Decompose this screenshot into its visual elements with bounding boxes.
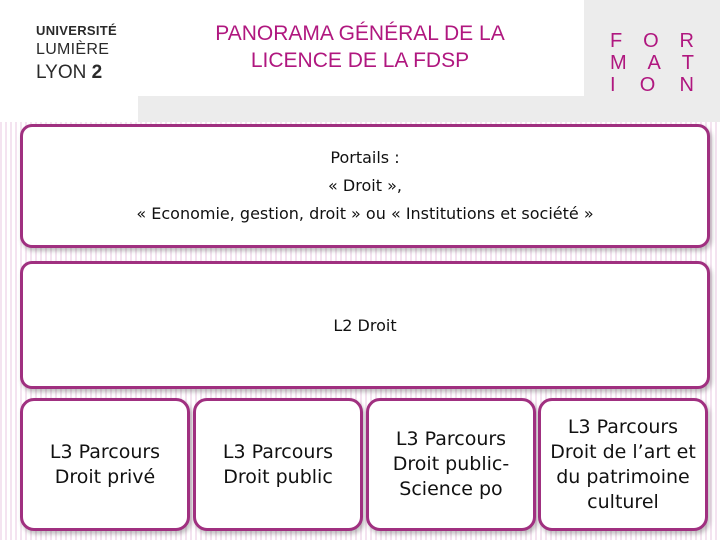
formation-logo-row-2 [610, 52, 694, 74]
logo-lyon-number: 2 [91, 62, 103, 83]
page-title [150, 20, 570, 74]
title-line-1: PANORAMA GÉNÉRAL DE LA [215, 22, 505, 45]
parcours-droit-public-science-po-box [366, 398, 536, 531]
parcours-label: L3 Parcours Droit public [222, 440, 334, 488]
portails-box [20, 124, 710, 248]
header-divider-strip [138, 96, 584, 122]
parcours-label: L3 Parcours Droit de l’art et du patrimoine culturel [550, 415, 696, 513]
parcours-droit-art-patrimoine-box [538, 398, 708, 531]
formation-letter: N [679, 74, 694, 96]
parcours-label: L3 Parcours Droit public- Science po [392, 428, 510, 500]
portails-text [136, 144, 593, 228]
formation-logo-row-3 [610, 74, 694, 96]
parcours-droit-prive-box [20, 398, 190, 531]
portails-line-1: Portails : [330, 148, 400, 167]
university-logo [36, 22, 116, 84]
formation-letter: M [610, 52, 627, 74]
formation-letter: F [610, 30, 623, 52]
logo-lyon-text: LYON [36, 62, 87, 83]
portails-line-3: « Economie, gestion, droit » ou « Institutions et société » [136, 204, 594, 223]
logo-line-lyon [36, 61, 116, 84]
title-line-2: LICENCE DE LA FDSP [250, 49, 470, 72]
parcours-droit-public-box [193, 398, 363, 531]
formation-logo-row-1 [610, 30, 694, 52]
formation-letter: O [643, 30, 659, 52]
formation-letter: I [610, 74, 616, 96]
formation-letter: A [647, 52, 661, 74]
formation-letter: R [679, 30, 694, 52]
l2-droit-label: L2 Droit [333, 315, 397, 335]
formation-letter: O [639, 74, 656, 96]
parcours-label: L3 Parcours Droit privé [49, 440, 161, 488]
formation-logo [610, 30, 694, 96]
logo-line-lumiere: LUMIÈRE [36, 41, 110, 58]
portails-line-2: « Droit », [328, 176, 402, 195]
l2-droit-box [20, 261, 710, 389]
logo-line-universite: UNIVERSITÉ [36, 23, 118, 38]
formation-letter: T [681, 52, 694, 74]
